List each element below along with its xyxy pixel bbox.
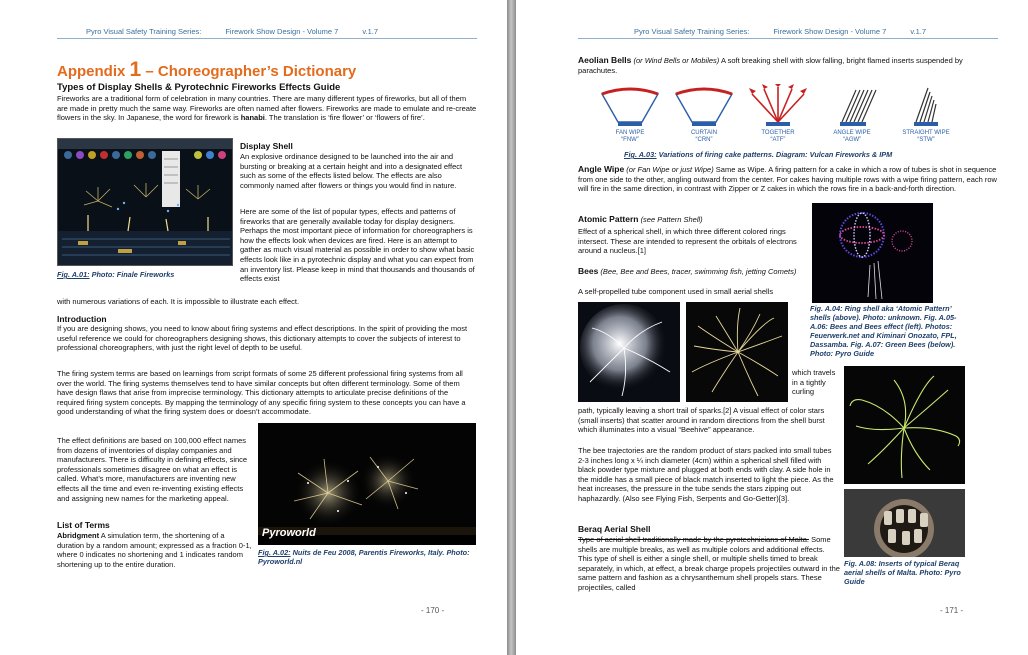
curtain-icon xyxy=(676,89,732,126)
header-volume: Firework Show Design - Volume 7 xyxy=(225,27,339,36)
fig-a03-label: Fig. A.03: xyxy=(624,150,657,159)
bees-photo-2 xyxy=(686,302,788,402)
bees-which-text: which travels in a tightly curling xyxy=(792,368,836,397)
display-shell-text: An explosive ordinance designed to be launched into the air and bursting or breaking at a certain height and into a designated effect such as some of the effects listed below. The effects are also commonly named after flowers or things you would find in nature. xyxy=(240,152,463,190)
introduction-paragraph-1: If you are designing shows, you need to know about firing systems and effect descriptions. In the spirit of providing the most useful reference we could for choreographers designing shows, this dictionary attempts to cover the subjects of interest to professional choreographers, with just the right level of depth to be useful. xyxy=(57,324,468,353)
title-prefix: Appendix xyxy=(57,63,126,80)
figure-a03-caption xyxy=(624,150,964,159)
together-icon xyxy=(749,84,807,126)
wipe-name: ANGLE WIPE xyxy=(833,130,871,136)
atomic-pattern-text: Effect of a spherical shell, in which three different colored rings intersect. These are intended to represent the orbitals of electrons around a nucleus.[1] xyxy=(578,227,797,256)
fig-a03-text: Variations of firing cake patterns. Diagram: Vulcan Fireworks & IPM xyxy=(658,150,893,159)
figure-a08-caption: Fig. A.08: Inserts of typical Beraq aerial shells of Malta. Photo: Pyro Guide xyxy=(844,559,961,586)
header-version: v.1.7 xyxy=(910,27,927,36)
figure-a03-diagram xyxy=(598,84,958,148)
right-page xyxy=(516,0,1028,655)
introduction-paragraph-3: The effect definitions are based on 100,000 effect names from dozens of inventories of display companies and manufacturers. There is difficulty in defining effects, since professionals sometimes disagree on what an effect is called. What’s more, manufacturers are inventing new effects all the time and even re-inventing existing effects and assigning new names for the marketing appeal. xyxy=(57,436,248,503)
angle-wipe-text: Same as Wipe. A firing pattern for a cake in which a row of tubes is shot in sequence from one side to the other, angling outward from the center. For cakes having multiple rows with a wipe firing pattern, each row will fire in the same direction, in contrast with Zipper or Z cakes in which the rows fire in a back-and-forth direction. xyxy=(578,165,997,194)
header-version: v.1.7 xyxy=(362,27,379,36)
angle-wipe-term: Angle Wipe xyxy=(578,164,625,174)
atomic-pattern-term: Atomic Pattern xyxy=(578,214,639,224)
figure-a02-caption xyxy=(258,548,476,566)
figure-a06-image xyxy=(686,302,788,402)
effects-list-paragraph: Here are some of the list of popular types, effects and patterns of fireworks that are generally available today for display designers. Perhaps the most important piece of information for choreographers is how the effects look when devices are fired. Here is an attempt to gather as much visual material as possible in order to show what basic effects look like in a pyrotechnic display and what you can expect from an inventory list. Please keep in mind that thousands and thousands of effects exist xyxy=(240,207,475,284)
finale-software-illustration xyxy=(58,139,233,266)
wipe-label-2 xyxy=(672,130,736,144)
ring-shell-photo xyxy=(812,203,933,303)
effects-list-paragraph-end: with numerous variations of each. It is impossible to illustrate each effect. xyxy=(57,297,300,306)
fig-a02-text: Nuits de Feu 2008, Parentis Fireworks, Italy. Photo: Pyroworld.nl xyxy=(258,548,470,566)
wipe-name: STRAIGHT WIPE xyxy=(902,130,950,136)
wipe-label-5 xyxy=(894,130,958,144)
aeolian-bells-entry xyxy=(578,56,972,75)
subtitle: Types of Display Shells & Pyrotechnic Fireworks Effects Guide xyxy=(57,82,341,93)
page-number-left: - 170 - xyxy=(421,606,445,615)
list-of-terms-heading: List of Terms xyxy=(57,520,110,530)
page-number-right: - 171 - xyxy=(940,606,964,615)
running-header xyxy=(634,27,926,36)
angle-wipe-alt: (or Fan Wipe or just Wipe) xyxy=(626,165,714,174)
wipe-code: “CRN” xyxy=(695,137,713,143)
page-title xyxy=(57,58,356,82)
atomic-pattern-alt: (see Pattern Shell) xyxy=(640,215,703,224)
fig-a01-text: Photo: Finale Fireworks xyxy=(91,270,175,279)
beraq-text: Some shells are multiple breaks, as well as multiple colors and additional effects. This type of shell is either a single shell, or multiple shells timed to break separately, in which, at effect, a break charge propels projectiles outward in the same pattern and fashion as a chrysanthemum shell propels stars. These projectiles, called xyxy=(578,535,840,592)
figure-a08-image xyxy=(844,489,965,557)
beraq-entry xyxy=(578,535,840,593)
pyroworld-watermark: Pyroworld xyxy=(262,527,316,539)
aeolian-bells-alt: (or Wind Bells or Mobiles) xyxy=(633,56,720,65)
straight-wipe-icon xyxy=(914,88,938,126)
introduction-heading: Introduction xyxy=(57,314,107,324)
left-page xyxy=(0,0,507,655)
bees-entry xyxy=(578,267,806,277)
figure-a07-image xyxy=(844,366,965,484)
beraq-inserts-photo xyxy=(844,489,965,557)
wipe-code: “ATF” xyxy=(770,137,786,143)
wipe-label-3 xyxy=(746,130,810,144)
fig-a02-label: Fig. A.02: xyxy=(258,548,291,557)
wipe-label-1 xyxy=(598,130,662,144)
wipe-code: “STW” xyxy=(917,137,935,143)
wipe-code: “FNW” xyxy=(621,137,639,143)
wipe-name: TOGETHER xyxy=(761,130,795,136)
intro-text: Fireworks are a traditional form of celebration in many countries. There are many different types of fireworks, but all of them are made in pretty much the same way. Fireworks are often named after flowers. Fireworks are made to emulate and re-create flowers in the sky. In Japanese, the word for firework is xyxy=(57,94,477,123)
running-header xyxy=(86,27,378,36)
bees-term: Bees xyxy=(578,266,599,276)
intro-word: hanabi xyxy=(240,113,265,123)
green-bees-photo xyxy=(844,366,965,484)
header-volume: Firework Show Design - Volume 7 xyxy=(773,27,887,36)
title-suffix: – Choreographer’s Dictionary xyxy=(145,63,357,80)
figure-a04-image xyxy=(812,203,933,303)
aeolian-bells-text: A soft breaking shell with slow falling, bright flamed inserts suspended by parachutes. xyxy=(578,56,963,75)
figure-a04-caption: Fig. A.04: Ring shell aka ‘Atomic Pattern’ shells (above). Photo: unknown. Fig. A.05-A.06: Bees and Bees effect (left). Photos: Feuerwerk.net and Kiminari Onozato, FPL, Dassamba. Fig. A.07: Green Bees (below). Photo: Pyro Guide xyxy=(810,304,957,358)
figure-a01-caption xyxy=(57,270,237,279)
figure-a05-image xyxy=(578,302,680,402)
aeolian-bells-term: Aeolian Bells xyxy=(578,55,632,65)
bees-paragraph-2: The bee trajectories are the random product of stars packed into small tubes 2-3 inches long x ¼ inch diameter (4cm) within a spherical shell filled with black powder type mixture and plugged at both ends with clay. A side hole in the middle has a small piece of black match inserted to light the piece. As the heat increases, the pressure in the tube sends the stars zipping out haphazardly. (Also see Flying Fish, Serpents and Go-Getter)[3]. xyxy=(578,446,834,503)
atomic-pattern-entry xyxy=(578,215,808,225)
wipe-name: CURTAIN xyxy=(690,130,718,136)
angle-wipe-entry xyxy=(578,165,998,194)
bees-text: A self-propelled tube component used in small aerial shells xyxy=(578,287,774,296)
fig-a01-label: Fig. A.01: xyxy=(57,270,90,279)
intro-end: . The translation is ‘fire flower’ or ‘flowers of fire’. xyxy=(264,113,425,123)
fan-wipe-icon xyxy=(602,89,658,126)
header-series: Pyro Visual Safety Training Series: xyxy=(86,27,202,36)
display-shell-heading: Display Shell xyxy=(240,141,293,151)
abridgment-term: Abridgment xyxy=(57,531,100,540)
figure-a02-image xyxy=(258,423,476,545)
beraq-heading: Beraq Aerial Shell xyxy=(578,524,651,534)
title-number: 1 xyxy=(129,58,142,81)
header-series: Pyro Visual Safety Training Series: xyxy=(634,27,750,36)
figure-a01-image xyxy=(57,138,233,266)
header-rule xyxy=(57,38,477,39)
book-gutter xyxy=(507,0,516,655)
intro-paragraph xyxy=(57,94,477,123)
wipe-name: FAN WIPE xyxy=(615,130,645,136)
angle-wipe-icon xyxy=(840,90,876,126)
header-rule xyxy=(578,38,998,39)
bees-path-text: path, typically leaving a short trail of sparks.[2] A visual effect of color stars (small inserts) that scatter around in random directions from the shell burst which illuminates into a visual “Beehive” appearance. xyxy=(578,406,825,435)
wipe-code: “AGW” xyxy=(842,137,862,143)
abridgment-entry xyxy=(57,531,253,569)
wipe-label-4 xyxy=(820,130,884,144)
bees-photo-1 xyxy=(578,302,680,402)
beraq-struck-text: Type of aerial shell traditionally made by the pyrotechnicians of Malta. xyxy=(578,535,809,544)
introduction-paragraph-2: The firing system terms are based on learnings from script formats of some 25 different professional firing systems from all over the world. The firing systems themselves tend to have similar concepts but often different terminology. Some of them have design flaws that arise from imprecise terminology. This dictionary attempts to articulate precise definitions of the required firing system concepts. By mapping the terminology of any specific firing system to these concepts you can have a good understanding of what the firing system does or doesn’t accommodate. xyxy=(57,369,466,417)
abridgment-text: A simulation term, the shortening of a duration by a random amount; expressed as a fraction 0-1, where 0 indicates no shortening and 1 indicates random shortening up to the entire duration. xyxy=(57,531,252,569)
bees-alt: (Bee, Bee and Bees, tracer, swimming fish, jetting Comets) xyxy=(600,267,797,276)
